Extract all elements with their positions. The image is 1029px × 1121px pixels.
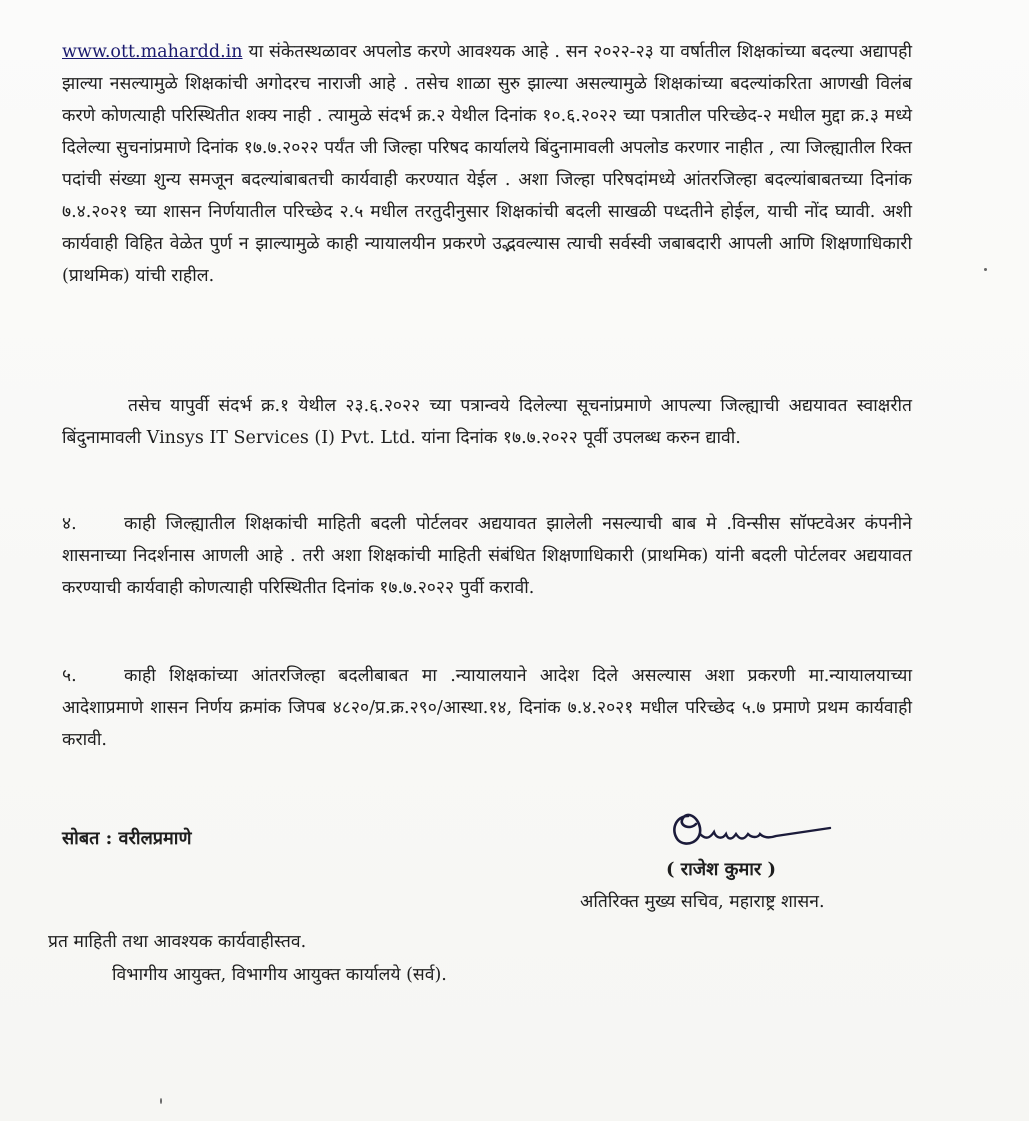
point-5-number: ५.: [62, 666, 77, 686]
signatory-designation: अतिरिक्त मुख्य सचिव, महाराष्ट्र शासन.: [580, 892, 825, 912]
signatory-name: ( राजेश कुमार ): [665, 859, 777, 880]
point-5-text: काही शिक्षकांच्या आंतरजिल्हा बदलीबाबत मा .न्यायालयाने आदेश दिले असल्यास अशा प्रकरणी मा.न्यायालयाच्या आदेशाप्रमाणे शासन निर्णय क्रमांक जिपब ४८२०/प्र.क्र.२९०/आस्था.१४, दिनांक ७.४.२०२१ मधील परिच्छेद ५.७ प्रमाणे प्रथम कार्यवाही करावी.: [62, 666, 912, 750]
paper-speck: [160, 1098, 162, 1104]
point-4: [62, 508, 912, 604]
point-4-text: काही जिल्ह्यातील शिक्षकांची माहिती बदली पोर्टलवर अद्ययावत झालेली नसल्याची बाब मे .विन्सीस सॉफ्टवेअर कंपनीने शासनाच्या निदर्शनास आणली आहे . तरी अशा शिक्षकांची माहिती संबंधित शिक्षणाधिकारी (प्राथमिक) यांनी बदली पोर्टलवर अद्ययावत करण्याची कार्यवाही कोणत्याही परिस्थितीत दिनांक १७.७.२०२२ पुर्वी करावी.: [62, 514, 912, 598]
copy-to-heading: प्रत माहिती तथा आवश्यक कार्यवाहीस्तव.: [48, 932, 307, 952]
paragraph-roster-submission: तसेच यापुर्वी संदर्भ क्र.१ येथील २३.६.२०२२ च्या पत्रान्वये दिलेल्या सूचनांप्रमाणे आपल्या जिल्ह्याची अद्ययावत स्वाक्षरीत बिंदुनामावली Vinsys IT Services (I) Pvt. Ltd. यांना दिनांक १७.७.२०२२ पूर्वी उपलब्ध करुन द्यावी.: [62, 396, 912, 448]
copy-recipient: विभागीय आयुक्त, विभागीय आयुक्त कार्यालये (सर्व).: [112, 965, 447, 985]
paragraph-upload-text: या संकेतस्थळावर अपलोड करणे आवश्यक आहे . सन २०२२-२३ या वर्षातील शिक्षकांच्या बदल्या अद्यापही झाल्या नसल्यामुळे शिक्षकांची अगोदरच नाराजी आहे . तसेच शाळा सुरु झाल्या असल्यामुळे शिक्षकांच्या बदल्यांकरिता आणखी विलंब करणे कोणत्याही परिस्थितीत शक्य नाही . त्यामुळे संदर्भ क्र.२ येथील दिनांक १०.६.२०२२ च्या पत्रातील परिच्छेद-२ मधील मुद्दा क्र.३ मध्ये दिलेल्या सुचनांप्रमाणे दिनांक १७.७.२०२२ पर्यंत जी जिल्हा परिषद कार्यालये बिंदुनामावली अपलोड करणार नाहीत , त्या जिल्ह्यातील रिक्त पदांची संख्या शुन्य समजून बदल्यांबाबतची कार्यवाही करण्यात येईल . अशा जिल्हा परिषदांमध्ये आंतरजिल्हा बदल्यांबाबतच्या दिनांक ७.४.२०२१ च्या शासन निर्णयातील परिच्छेद २.५ मधील तरतुदीनुसार शिक्षकांची बदली साखळी पध्दतीने होईल, याची नोंद घ्यावी. अशी कार्यवाही विहित वेळेत पुर्ण न झाल्यामुळे काही न्यायालयीन प्रकरणे उद्भवल्यास त्याची सर्वस्वी जबाबदारी आपली आणि शिक्षणाधिकारी (प्राथमिक) यांची राहील.: [62, 42, 912, 286]
enclosure-note: सोबत : वरीलप्रमाणे: [62, 828, 192, 849]
paper-speck: [984, 268, 987, 271]
paragraph-upload-instructions: [62, 36, 912, 292]
point-5: [62, 660, 912, 756]
handwritten-signature: [660, 794, 840, 858]
website-link[interactable]: www.ott.mahardd.in: [62, 42, 243, 62]
point-4-number: ४.: [62, 514, 77, 534]
